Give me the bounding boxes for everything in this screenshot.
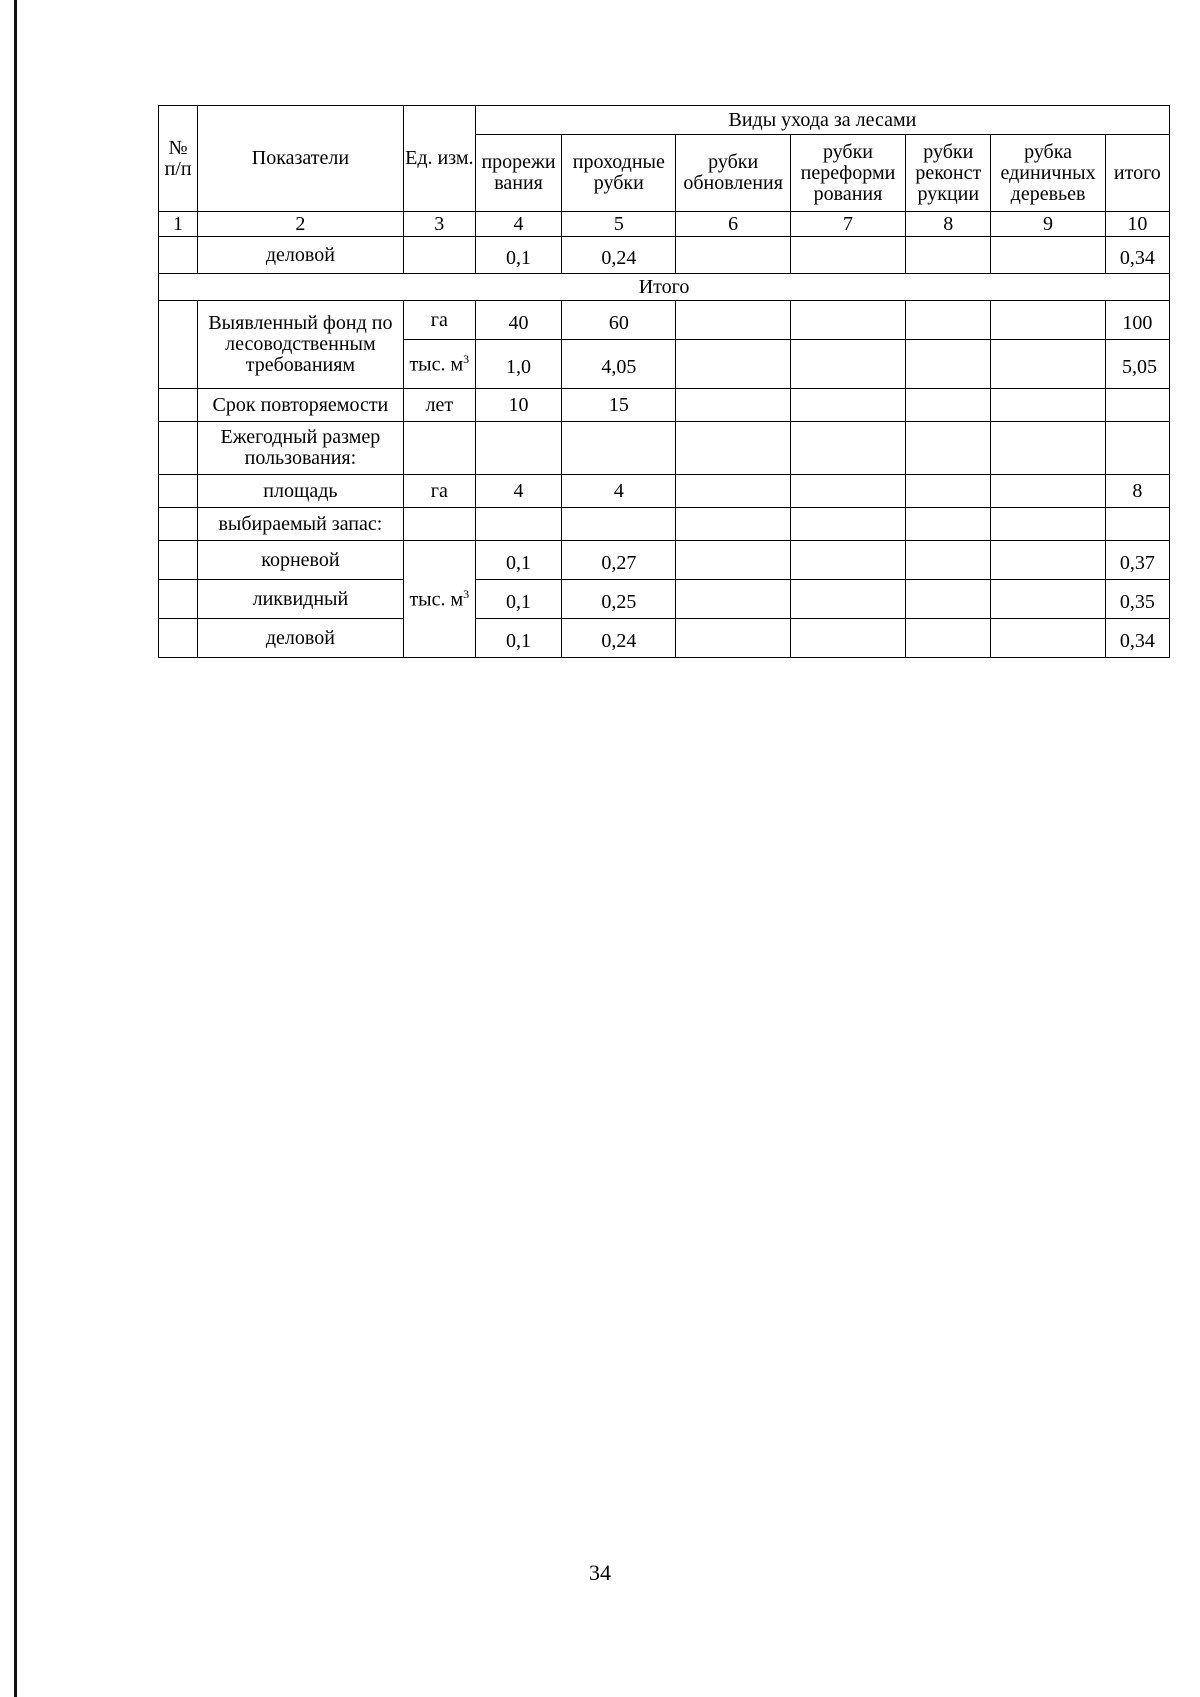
row-label: Ежегодный размер пользования: [198,422,404,475]
cell-passage: 0,27 [562,541,676,580]
cell-total: 0,34 [1105,237,1169,274]
cell-passage: 0,25 [562,580,676,619]
page-number: 34 [589,1560,611,1585]
cell-passage: 4 [562,475,676,508]
header-row-top [159,106,1170,135]
cell-thinning: 0,1 [475,237,561,274]
col-number: 8 [906,212,991,237]
row-label: ликвидный [198,580,404,619]
row-label: площадь [198,475,404,508]
section-total-label: Итого [159,274,1170,301]
col-number: 10 [1105,212,1169,237]
header-type-thinning: прорежи вания [475,135,561,212]
row-label: выбираемый запас: [198,508,404,541]
unit-area: га [403,475,475,508]
col-number: 4 [475,212,561,237]
cell-passage: 4,05 [562,340,676,389]
unit-stock: тыс. $м^3$ [403,541,475,658]
col-number: 3 [403,212,475,237]
header-group: Виды ухода за лесами [475,106,1169,135]
unit-area: га [403,301,475,340]
cell-passage: 0,24 [562,619,676,658]
cell-thinning: 0,1 [475,580,561,619]
col-number: 7 [790,212,905,237]
cell-total: 0,34 [1105,619,1169,658]
table-row-delovoy [159,619,1170,658]
scan-edge-line [14,0,17,1697]
forest-care-table [158,105,1170,658]
cell-total: 8 [1105,475,1169,508]
table-row-likvidny [159,580,1170,619]
cell-passage: 60 [562,301,676,340]
cell-thinning: 10 [475,389,561,422]
unit-years: лет [403,389,475,422]
cell-passage: 0,24 [562,237,676,274]
section-total-row [159,274,1170,301]
cell-passage: 15 [562,389,676,422]
header-type-reformation: рубки переформи рования [790,135,905,212]
col-number: 9 [991,212,1105,237]
header-indicator: Показатели [198,106,404,212]
table-row-area [159,475,1170,508]
cell-thinning: 1,0 [475,340,561,389]
column-numbers-row [159,212,1170,237]
cell-thinning: 40 [475,301,561,340]
col-number: 1 [159,212,198,237]
header-type-single-trees: рубка единичных деревьев [991,135,1105,212]
header-type-renewal: рубки обновления [676,135,790,212]
table-row-delovoy-top [159,237,1170,274]
table-row-zapas [159,508,1170,541]
cell-total: 100 [1105,301,1169,340]
header-type-passage: проходные рубки [562,135,676,212]
row-label: деловой [198,237,404,274]
table-row-kornevoy [159,541,1170,580]
row-label-fond: Выявленный фонд по лесоводственным требованиям [198,301,404,389]
col-number: 6 [676,212,790,237]
header-type-reconstruction: рубки реконст рукции [906,135,991,212]
row-label: деловой [198,619,404,658]
table-row-ezheg [159,422,1170,475]
header-type-total: итого [1105,135,1169,212]
cell-thinning: 0,1 [475,619,561,658]
row-label: Срок повторяемости [198,389,404,422]
cell-thinning: 4 [475,475,561,508]
col-number: 2 [198,212,404,237]
row-label: корневой [198,541,404,580]
header-unit: Ед. изм. [403,106,475,212]
unit-volume: тыс. $м^3$ [403,340,475,389]
cell-total: 0,35 [1105,580,1169,619]
cell-total: 0,37 [1105,541,1169,580]
cell-thinning: 0,1 [475,541,561,580]
cell-total: 5,05 [1105,340,1169,389]
col-number: 5 [562,212,676,237]
table-row-srok [159,389,1170,422]
table-row-fond-area [159,301,1170,340]
header-num: № п/п [159,106,198,212]
